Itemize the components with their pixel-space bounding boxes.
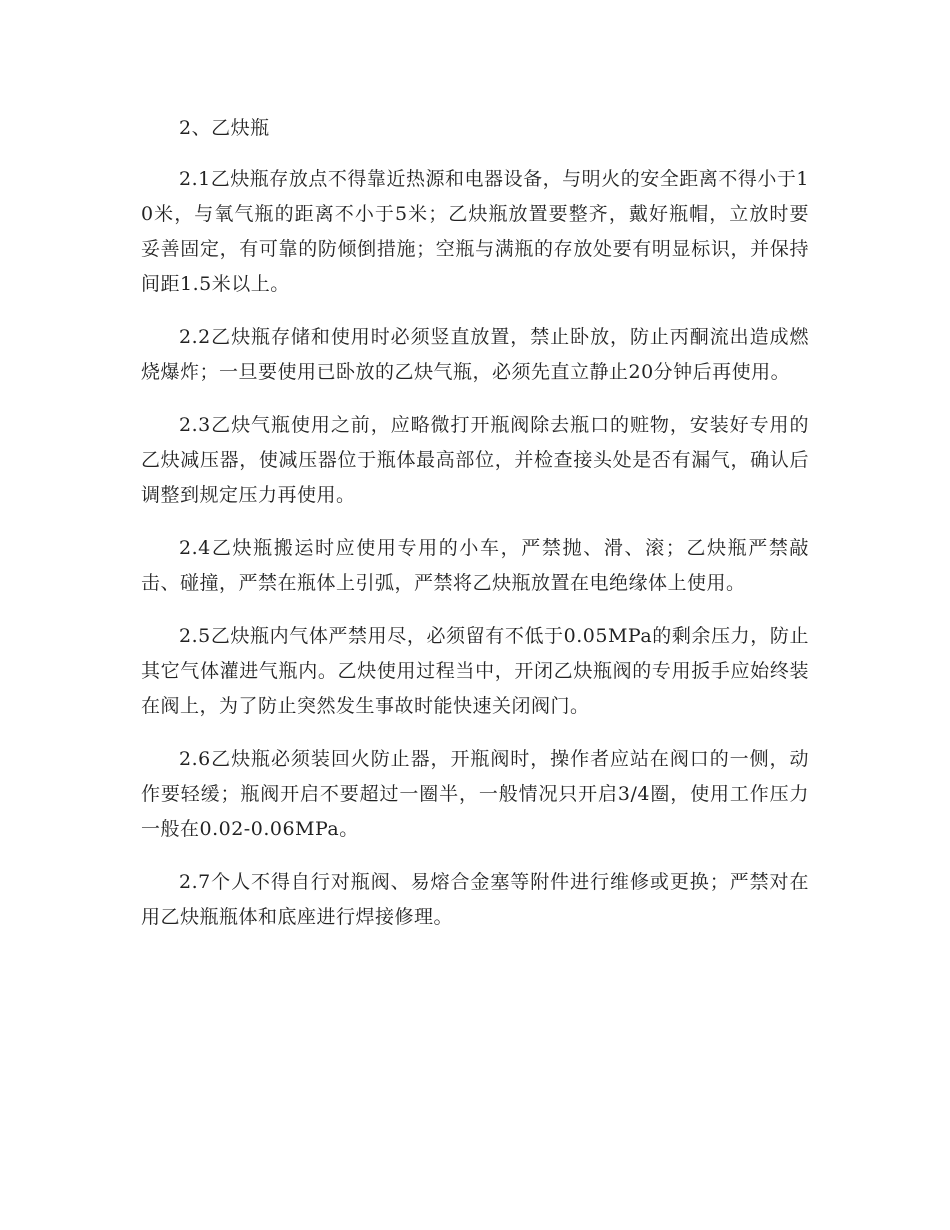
paragraph-2-2: 2.2乙炔瓶存储和使用时必须竖直放置，禁止卧放，防止丙酮流出造成燃烧爆炸；一旦要使用已卧放的乙炔气瓶，必须先直立静止20分钟后再使用。 — [141, 326, 809, 383]
paragraph-2-7: 2.7个人不得自行对瓶阀、易熔合金塞等附件进行维修或更换；严禁对在用乙炔瓶瓶体和底座进行焊接修理。 — [141, 871, 809, 928]
paragraph-2-3: 2.3乙炔气瓶使用之前，应略微打开瓶阀除去瓶口的赃物，安装好专用的乙炔减压器，使减压器位于瓶体最高部位，并检查接头处是否有漏气，确认后调整到规定压力再使用。 — [141, 414, 809, 506]
paragraph-2-6: 2.6乙炔瓶必须装回火防止器，开瓶阀时，操作者应站在阀口的一侧，动作要轻缓；瓶阀开启不要超过一圈半，一般情况只开启3/4圈，使用工作压力一般在0.02-0.06MPa。 — [141, 748, 809, 840]
document-page — [141, 110, 809, 953]
section-heading: 2、乙炔瓶 — [179, 117, 270, 139]
paragraph-2-1: 2.1乙炔瓶存放点不得靠近热源和电器设备，与明火的安全距离不得小于10米，与氧气瓶的距离不小于5米；乙炔瓶放置要整齐，戴好瓶帽，立放时要妥善固定，有可靠的防倾倒措施；空瓶与满瓶的存放处要有明显标识，并保持间距1.5米以上。 — [141, 168, 809, 295]
paragraph-2-4: 2.4乙炔瓶搬运时应使用专用的小车，严禁抛、滑、滚；乙炔瓶严禁敲击、碰撞，严禁在瓶体上引弧，严禁将乙炔瓶放置在电绝缘体上使用。 — [141, 537, 809, 594]
paragraph-2-5: 2.5乙炔瓶内气体严禁用尽，必须留有不低于0.05MPa的剩余压力，防止其它气体灌进气瓶内。乙炔使用过程当中，开闭乙炔瓶阀的专用扳手应始终装在阀上，为了防止突然发生事故时能快速关闭阀门。 — [141, 625, 809, 717]
